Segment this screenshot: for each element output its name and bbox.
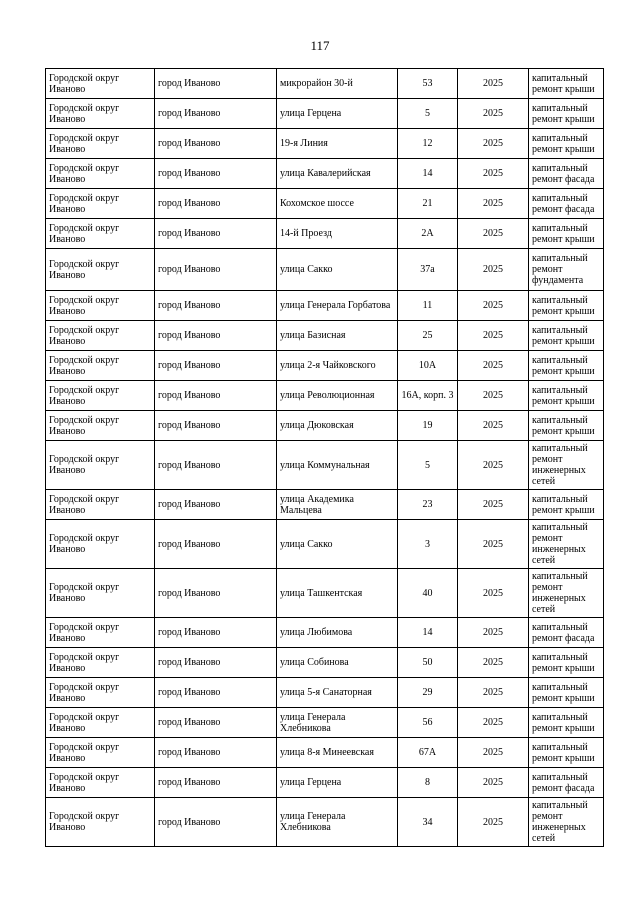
table-row (46, 618, 604, 648)
street-cell: улица Дюковская (277, 411, 398, 441)
table-row (46, 129, 604, 159)
street-cell: улица Любимова (277, 618, 398, 648)
city-cell: город Иваново (155, 678, 277, 708)
city-cell: город Иваново (155, 738, 277, 768)
municipality-cell: Городской округ Иваново (46, 129, 155, 159)
year-cell: 2025 (458, 189, 529, 219)
table-row (46, 798, 604, 847)
year-cell: 2025 (458, 99, 529, 129)
house-number-cell: 34 (398, 798, 458, 847)
work-type-cell: капитальный ремонт крыши (529, 321, 604, 351)
city-cell: город Иваново (155, 219, 277, 249)
page-number: 117 (310, 38, 330, 53)
table-row (46, 768, 604, 798)
municipality-cell: Городской округ Иваново (46, 618, 155, 648)
city-cell: город Иваново (155, 708, 277, 738)
street-cell: улица Ташкентская (277, 569, 398, 618)
work-type-cell: капитальный ремонт инженерных сетей (529, 569, 604, 618)
table-row (46, 520, 604, 569)
street-cell: улица Генерала Хлебникова (277, 708, 398, 738)
table-row (46, 569, 604, 618)
work-type-cell: капитальный ремонт фасада (529, 189, 604, 219)
house-number-cell: 5 (398, 99, 458, 129)
municipality-cell: Городской округ Иваново (46, 351, 155, 381)
year-cell: 2025 (458, 648, 529, 678)
house-number-cell: 29 (398, 678, 458, 708)
municipality-cell: Городской округ Иваново (46, 159, 155, 189)
street-cell: микрорайон 30-й (277, 69, 398, 99)
year-cell: 2025 (458, 441, 529, 490)
table-row (46, 249, 604, 291)
house-number-cell: 12 (398, 129, 458, 159)
house-number-cell: 40 (398, 569, 458, 618)
table-row (46, 738, 604, 768)
table-row (46, 490, 604, 520)
work-type-cell: капитальный ремонт фасада (529, 618, 604, 648)
work-type-cell: капитальный ремонт фундамента (529, 249, 604, 291)
year-cell: 2025 (458, 291, 529, 321)
registry-table-body (46, 69, 604, 847)
year-cell: 2025 (458, 351, 529, 381)
year-cell: 2025 (458, 569, 529, 618)
municipality-cell: Городской округ Иваново (46, 381, 155, 411)
table-row (46, 69, 604, 99)
house-number-cell: 2А (398, 219, 458, 249)
work-type-cell: капитальный ремонт инженерных сетей (529, 441, 604, 490)
municipality-cell: Городской округ Иваново (46, 69, 155, 99)
municipality-cell: Городской округ Иваново (46, 249, 155, 291)
street-cell: улица Генерала Горбатова (277, 291, 398, 321)
city-cell: город Иваново (155, 490, 277, 520)
street-cell: улица Герцена (277, 768, 398, 798)
house-number-cell: 16А, корп. 3 (398, 381, 458, 411)
table-row (46, 441, 604, 490)
street-cell: улица 2-я Чайковского (277, 351, 398, 381)
house-number-cell: 3 (398, 520, 458, 569)
street-cell: Кохомское шоссе (277, 189, 398, 219)
city-cell: город Иваново (155, 411, 277, 441)
house-number-cell: 23 (398, 490, 458, 520)
work-type-cell: капитальный ремонт фасада (529, 768, 604, 798)
city-cell: город Иваново (155, 159, 277, 189)
city-cell: город Иваново (155, 381, 277, 411)
house-number-cell: 25 (398, 321, 458, 351)
city-cell: город Иваново (155, 618, 277, 648)
table-row (46, 291, 604, 321)
street-cell: 14-й Проезд (277, 219, 398, 249)
municipality-cell: Городской округ Иваново (46, 708, 155, 738)
year-cell: 2025 (458, 321, 529, 351)
work-type-cell: капитальный ремонт крыши (529, 351, 604, 381)
city-cell: город Иваново (155, 99, 277, 129)
house-number-cell: 56 (398, 708, 458, 738)
table-row (46, 708, 604, 738)
table-row (46, 219, 604, 249)
city-cell: город Иваново (155, 129, 277, 159)
street-cell: улица Революционная (277, 381, 398, 411)
city-cell: город Иваново (155, 321, 277, 351)
street-cell: улица Академика Мальцева (277, 490, 398, 520)
street-cell: улица Собинова (277, 648, 398, 678)
house-number-cell: 67А (398, 738, 458, 768)
year-cell: 2025 (458, 249, 529, 291)
work-type-cell: капитальный ремонт крыши (529, 381, 604, 411)
municipality-cell: Городской округ Иваново (46, 411, 155, 441)
work-type-cell: капитальный ремонт крыши (529, 708, 604, 738)
year-cell: 2025 (458, 768, 529, 798)
work-type-cell: капитальный ремонт крыши (529, 738, 604, 768)
table-row (46, 99, 604, 129)
municipality-cell: Городской округ Иваново (46, 490, 155, 520)
year-cell: 2025 (458, 159, 529, 189)
year-cell: 2025 (458, 520, 529, 569)
municipality-cell: Городской округ Иваново (46, 678, 155, 708)
year-cell: 2025 (458, 738, 529, 768)
work-type-cell: капитальный ремонт инженерных сетей (529, 520, 604, 569)
street-cell: 19-я Линия (277, 129, 398, 159)
work-type-cell: капитальный ремонт крыши (529, 219, 604, 249)
city-cell: город Иваново (155, 441, 277, 490)
work-type-cell: капитальный ремонт крыши (529, 678, 604, 708)
work-type-cell: капитальный ремонт крыши (529, 291, 604, 321)
city-cell: город Иваново (155, 648, 277, 678)
year-cell: 2025 (458, 129, 529, 159)
year-cell: 2025 (458, 798, 529, 847)
house-number-cell: 19 (398, 411, 458, 441)
table-row (46, 678, 604, 708)
table-row (46, 159, 604, 189)
city-cell: город Иваново (155, 798, 277, 847)
city-cell: город Иваново (155, 569, 277, 618)
municipality-cell: Городской округ Иваново (46, 768, 155, 798)
work-type-cell: капитальный ремонт фасада (529, 159, 604, 189)
work-type-cell: капитальный ремонт инженерных сетей (529, 798, 604, 847)
work-type-cell: капитальный ремонт крыши (529, 99, 604, 129)
table-row (46, 189, 604, 219)
municipality-cell: Городской округ Иваново (46, 738, 155, 768)
house-number-cell: 14 (398, 159, 458, 189)
municipality-cell: Городской округ Иваново (46, 441, 155, 490)
year-cell: 2025 (458, 490, 529, 520)
street-cell: улица Генерала Хлебникова (277, 798, 398, 847)
municipality-cell: Городской округ Иваново (46, 291, 155, 321)
registry-table (45, 68, 604, 847)
year-cell: 2025 (458, 381, 529, 411)
house-number-cell: 5 (398, 441, 458, 490)
municipality-cell: Городской округ Иваново (46, 321, 155, 351)
house-number-cell: 8 (398, 768, 458, 798)
year-cell: 2025 (458, 678, 529, 708)
year-cell: 2025 (458, 411, 529, 441)
house-number-cell: 11 (398, 291, 458, 321)
table-row (46, 381, 604, 411)
city-cell: город Иваново (155, 189, 277, 219)
work-type-cell: капитальный ремонт крыши (529, 69, 604, 99)
city-cell: город Иваново (155, 351, 277, 381)
municipality-cell: Городской округ Иваново (46, 648, 155, 678)
street-cell: улица 8-я Минеевская (277, 738, 398, 768)
municipality-cell: Городской округ Иваново (46, 798, 155, 847)
year-cell: 2025 (458, 69, 529, 99)
municipality-cell: Городской округ Иваново (46, 99, 155, 129)
year-cell: 2025 (458, 618, 529, 648)
street-cell: улица Коммунальная (277, 441, 398, 490)
table-row (46, 648, 604, 678)
table-row (46, 351, 604, 381)
street-cell: улица Сакко (277, 520, 398, 569)
house-number-cell: 53 (398, 69, 458, 99)
city-cell: город Иваново (155, 249, 277, 291)
work-type-cell: капитальный ремонт крыши (529, 648, 604, 678)
street-cell: улица Кавалерийская (277, 159, 398, 189)
house-number-cell: 37а (398, 249, 458, 291)
street-cell: улица 5-я Санаторная (277, 678, 398, 708)
city-cell: город Иваново (155, 291, 277, 321)
work-type-cell: капитальный ремонт крыши (529, 411, 604, 441)
street-cell: улица Герцена (277, 99, 398, 129)
house-number-cell: 50 (398, 648, 458, 678)
city-cell: город Иваново (155, 69, 277, 99)
municipality-cell: Городской округ Иваново (46, 219, 155, 249)
year-cell: 2025 (458, 219, 529, 249)
year-cell: 2025 (458, 708, 529, 738)
table-row (46, 321, 604, 351)
work-type-cell: капитальный ремонт крыши (529, 129, 604, 159)
house-number-cell: 21 (398, 189, 458, 219)
street-cell: улица Сакко (277, 249, 398, 291)
municipality-cell: Городской округ Иваново (46, 189, 155, 219)
municipality-cell: Городской округ Иваново (46, 569, 155, 618)
table-row (46, 411, 604, 441)
work-type-cell: капитальный ремонт крыши (529, 490, 604, 520)
house-number-cell: 10А (398, 351, 458, 381)
street-cell: улица Базисная (277, 321, 398, 351)
municipality-cell: Городской округ Иваново (46, 520, 155, 569)
city-cell: город Иваново (155, 768, 277, 798)
city-cell: город Иваново (155, 520, 277, 569)
house-number-cell: 14 (398, 618, 458, 648)
